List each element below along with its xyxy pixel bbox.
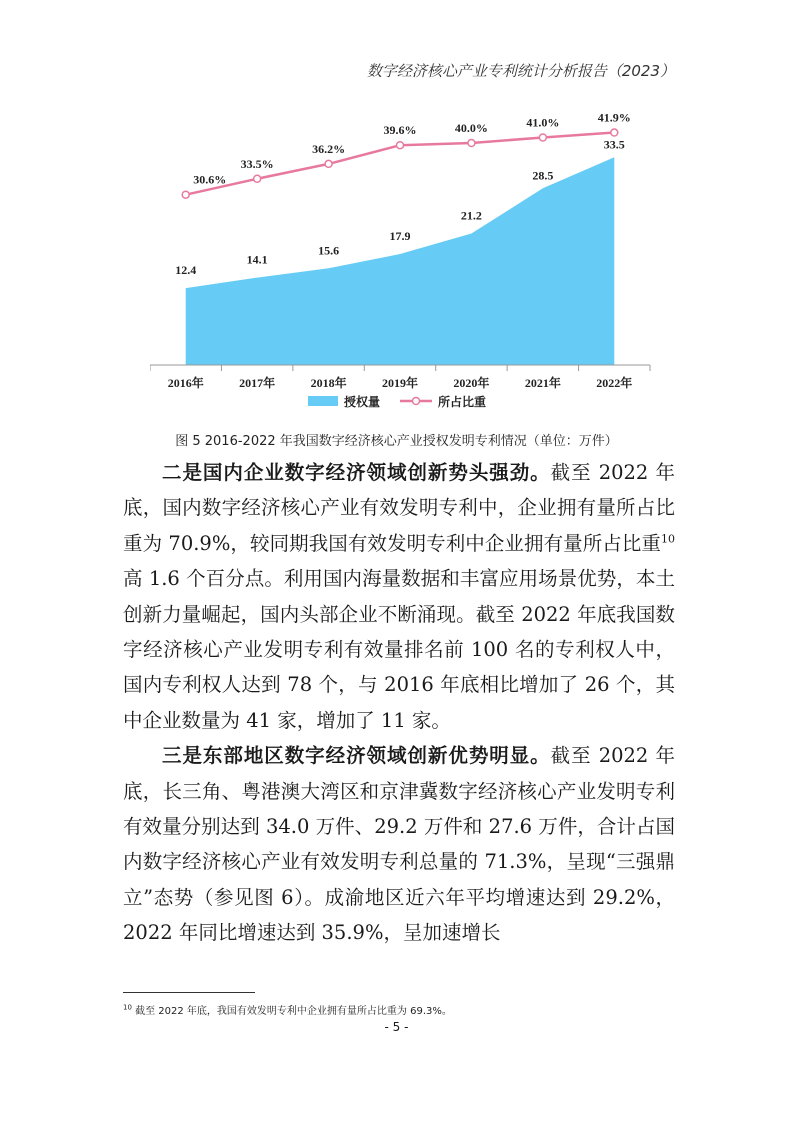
legend-swatch-marker [413,398,420,405]
line-point [182,191,189,198]
area-data-label: 28.5 [532,168,554,183]
body-text [123,455,675,951]
legend-swatch-area [308,396,338,406]
line-point [539,134,546,141]
line-point [254,175,261,182]
line-data-label: 30.6% [193,172,227,187]
x-tick-label: 2020年 [453,376,490,390]
line-data-label: 39.6% [383,123,417,138]
footnote-mark: 10 [123,1003,132,1012]
area-data-label: 14.1 [246,252,268,267]
x-tick-label: 2022年 [596,376,633,390]
page-number: - 5 - [384,1020,409,1034]
chart-svg [150,108,660,418]
line-data-label: 41.0% [526,115,560,130]
line-data-label: 36.2% [312,141,346,156]
x-tick-label: 2016年 [167,376,204,390]
x-tick-label: 2018年 [310,376,347,390]
paragraph-lead: 三是东部地区数字经济领域创新优势明显。 [162,744,551,768]
footnote [123,1002,452,1017]
area-data-label: 15.6 [318,243,340,258]
area-data-label: 21.2 [460,208,482,223]
figure-caption: 图 5 2016-2022 年我国数字经济核心产业授权发明专利情况（单位：万件） [175,434,618,449]
line-point [611,129,618,136]
paragraph-text: 高 1.6 个百分点。利用国内海量数据和丰富应用场景优势，本土创新力量崛起，国内头部企业不断涌现。截至 2022 年底我国数字经济核心产业发明专利有效量排名前 100 名的专利权人中，国内专利权人达到 78 个，与 2016 年底相比增加了 26 个，其中企业数量为 41 家，增加了 11 家。 [123,567,675,732]
area-data-label: 12.4 [175,263,197,278]
paragraph-enterprise [123,455,675,738]
footnote-divider [123,992,255,993]
paragraph-eastern-region [123,738,675,950]
line-data-label: 40.0% [454,121,488,135]
line-point [397,142,404,149]
paragraph-text: 截至 2022 年底，长三角、粤港澳大湾区和京津冀数字经济核心产业发明专利有效量分别达到 34.0 万件、29.2 万件和 27.6 万件，合计占国内数字经济核心产业有效发明专利总量的 71.3%，呈现“三强鼎立”态势（参见图 6）。成渝地区近六年平均增速达到 29.2%，2022 年同比增速达到 35.9%，呈加速增长 [123,744,675,945]
paragraph-lead: 二是国内企业数字经济领域创新势头强劲。 [162,461,551,484]
paragraph-text: 截至 2022 年底，国内数字经济核心产业有效发明专利中，企业拥有量所占比重为 70.9%，较同期我国有效发明专利中企业拥有量所占比重 [123,461,675,555]
x-tick-label: 2017年 [239,376,276,390]
line-point [325,160,332,167]
patent-grant-chart [150,108,660,418]
legend-label-area: 授权量 [344,395,381,409]
running-header: 数字经济核心产业专利统计分析报告（2023） [366,62,675,80]
line-point [468,140,475,147]
footnote-ref[interactable]: 10 [661,532,675,546]
legend-label-line: 所占比重 [438,395,487,409]
area-data-label: 17.9 [389,229,411,244]
line-data-label: 33.5% [240,156,274,171]
x-tick-label: 2019年 [381,376,419,390]
footnote-text: 截至 2022 年底，我国有效发明专利中企业拥有量所占比重为 69.3%。 [135,1006,452,1017]
line-data-label: 41.9% [597,110,631,125]
x-tick-label: 2021年 [524,376,561,390]
area-data-label: 33.5 [603,137,625,152]
